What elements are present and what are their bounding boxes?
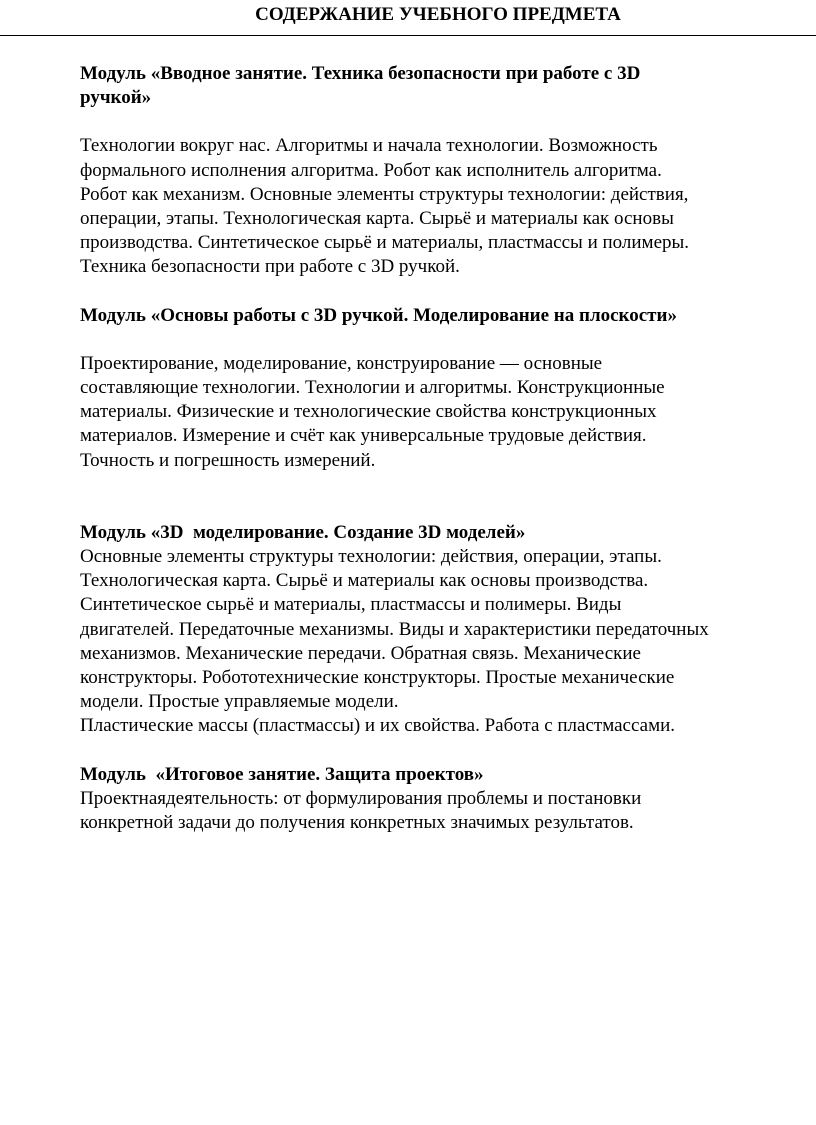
paragraph-line: Пластические массы (пластмассы) и их свойства. Работа с пластмассами. (80, 715, 676, 737)
paragraph-line: Точность и погрешность измерений. (80, 449, 376, 471)
module-paragraph (80, 352, 810, 473)
paragraph-line: Основные элементы структуры технологии: действия, операции, этапы. (80, 546, 662, 568)
heading-line: ручкой» (80, 87, 152, 109)
heading-line: Модуль «Вводное занятие. Техника безопасности при работе с 3D (80, 63, 641, 84)
spacer (80, 328, 810, 352)
module-paragraph (80, 545, 810, 714)
paragraph-line: конструкторы. Робототехнические конструкторы. Простые механические (80, 667, 675, 689)
spacer (80, 739, 810, 763)
paragraph-line: модели. Простые управляемые модели. (80, 691, 399, 713)
paragraph-line: механизмов. Механические передачи. Обратная связь. Механические (80, 642, 641, 664)
paragraph-line: Проектирование, моделирование, конструирование — основные (80, 352, 603, 374)
document-body (80, 62, 810, 835)
heading-line: Модуль «Основы работы с 3D ручкой. Моделирование на плоскости» (80, 304, 677, 326)
paragraph-line: Синтетическое сырьё и материалы, пластмассы и полимеры. Виды (80, 594, 622, 616)
heading-line: Модуль «Итоговое занятие. Защита проектов» (80, 763, 484, 785)
paragraph-line: Технологическая карта. Сырьё и материалы как основы производства. (80, 570, 649, 592)
module-paragraph (80, 787, 810, 835)
paragraph-line: материалы. Физические и технологические свойства конструкционных (80, 401, 657, 423)
module-heading (80, 521, 810, 545)
spacer (80, 473, 810, 521)
paragraph-line: двигателей. Передаточные механизмы. Виды и характеристики передаточных (80, 618, 709, 640)
paragraph-line: Технологии вокруг нас. Алгоритмы и начала технологии. Возможность (80, 135, 658, 157)
paragraph-line: Техника безопасности при работе с 3D ручкой. (80, 256, 460, 278)
paragraph-line: производства. Синтетическое сырьё и материалы, пластмассы и полимеры. (80, 232, 690, 254)
page-title: СОДЕРЖАНИЕ УЧЕБНОГО ПРЕДМЕТА (255, 4, 621, 25)
spacer (80, 110, 810, 134)
module-section (80, 763, 810, 836)
spacer (80, 280, 810, 304)
paragraph-line: Проектнаядеятельность: от формулирования проблемы и постановки (80, 787, 642, 809)
module-section (80, 304, 810, 473)
paragraph-line: операции, этапы. Технологическая карта. Сырьё и материалы как основы (80, 208, 674, 230)
module-section (80, 521, 810, 739)
paragraph-line: Робот как механизм. Основные элементы структуры технологии: действия, (80, 183, 689, 205)
paragraph-line: конкретной задачи до получения конкретных значимых результатов. (80, 812, 634, 834)
module-paragraph (80, 714, 810, 738)
heading-line: Модуль «3D моделирование. Создание 3D моделей» (80, 521, 526, 543)
module-heading (80, 62, 810, 110)
module-section (80, 62, 810, 280)
paragraph-line: формального исполнения алгоритма. Робот как исполнитель алгоритма. (80, 159, 662, 181)
module-heading (80, 304, 810, 328)
module-heading (80, 763, 810, 787)
paragraph-line: составляющие технологии. Технологии и алгоритмы. Конструкционные (80, 377, 665, 399)
title-divider (0, 35, 816, 36)
paragraph-line: материалов. Измерение и счёт как универсальные трудовые действия. (80, 425, 647, 447)
module-paragraph (80, 134, 810, 279)
